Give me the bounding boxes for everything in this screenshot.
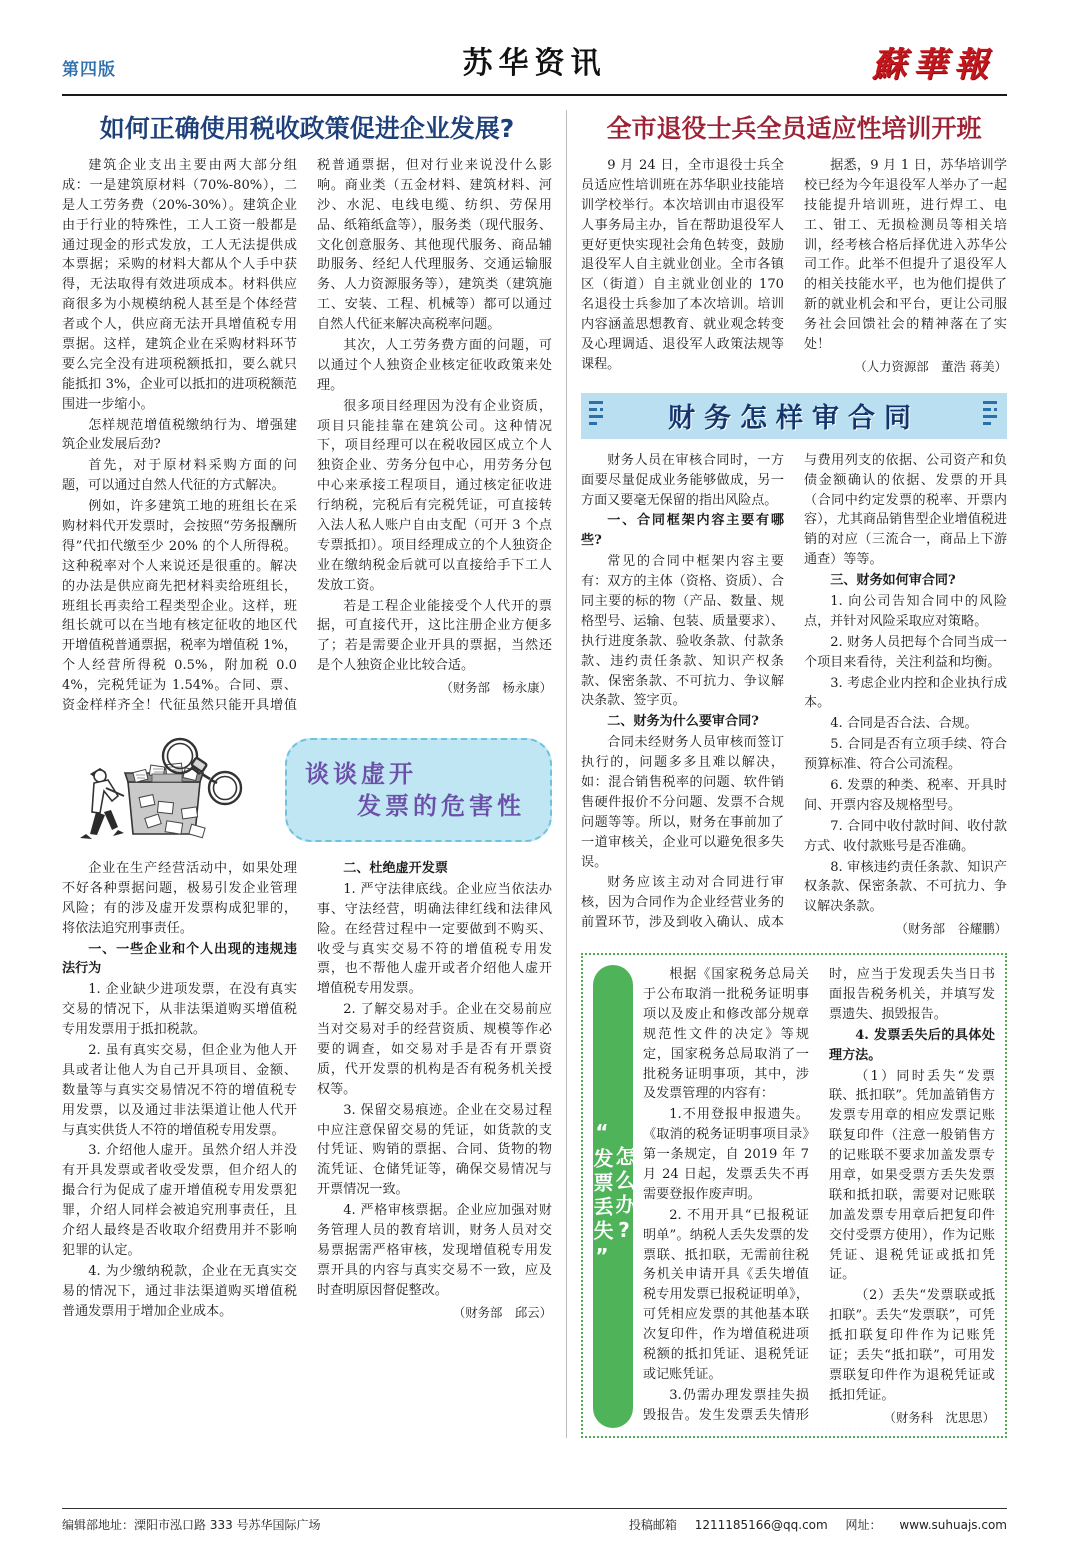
footer-contact	[615, 1516, 1007, 1533]
page-number: 第四版	[62, 60, 116, 80]
paragraph: 若是工程企业能接受个人代开的票据，可直接代开，这比注册企业方便多了；若是需要企业开具的票据，当然还是个人独资企业比较合适。	[317, 598, 552, 674]
paragraph: 5. 合同是否有立项手续、符合预算标准、符合公司流程。	[804, 737, 1007, 773]
paragraph: 常见的合同中框架内容主要有：双方的主体（资格、资质）、合同主要的标的物（产品、数量、规格型号、运输、包装、质量要求）、执行进度条款、验收条款、付款条款、违约责任条款、知识产权条款、保密条款、不可抗力、争议解决条款、签字页。	[581, 554, 784, 709]
banner-decoration-right-icon	[983, 401, 999, 431]
footer-site-label: 网址：	[845, 1518, 882, 1532]
newspaper-logo: 蘇華報	[872, 45, 995, 85]
paragraph: 6. 发票的种类、税率、开具时间、开票内容及规格型号。	[804, 778, 1007, 813]
paragraph: 建筑企业支出主要由两大部分组成：一是建筑原材料（70%-80%），二是人工劳务费（20%-30%）。建筑企业由于行业的特殊性，工人工资一般都是通过现金的形式发放，工人无法提供成本票据；采购的材料大都从个人手中获得，无法取得有效进项成本。材料供应商很多为小规模纳税人甚至是个体经营者或个人，供应商无法开具增值税专用票据。这样，建筑企业在采购材料环节要么完全没有进项税额抵扣，要么就只能抵扣 3%，企业可以抵扣的进项税额范围进一步缩小。	[62, 158, 297, 412]
contract-review-banner	[581, 393, 1007, 439]
section-heading: 三、财务如何审合同?	[830, 573, 956, 589]
paragraph: 1. 严守法律底线。企业应当依法办事、守法经营，明确法律红线和法律风险。在经营过程中一定要做到不购买、收受与真实交易不符的增值税专用发票，也不帮他人虚开或者介绍他人虚开增值税专用发票。	[317, 881, 552, 997]
article-tax-policy-body	[62, 156, 552, 716]
paragraph: 合同未经财务人员审核而签订执行的，问题多多且难以解决，如：混合销售税率的问题、软件销售硬件报价不分问题、发票不合规问题等等。所以，财务在事前加了一道审核关，企业可以避免很多失误。	[581, 735, 784, 870]
left-column	[62, 106, 552, 1438]
paragraph: 3.仍需办理发票挂失损毁报告。发生发票丢失情形时，应当于发现丢失当日书面报告税务机关，并填写发票遗失、损毁报告。	[643, 967, 995, 1423]
article-lost-invoice	[581, 953, 1007, 1437]
paragraph: 财务人员在审核合同时，一方面要尽量促成业务能够做成，另一方面又要毫无保留的指出风险点。	[581, 452, 784, 508]
paragraph: 根据《国家税务总局关于公布取消一批税务证明事项以及废止和修改部分规章规范性文件的决定》等规定，国家税务总局取消了一批税务证明事项，其中，涉及发票管理的内容有：	[643, 967, 809, 1102]
footer-email[interactable]: 1211185166@qq.com	[694, 1518, 828, 1532]
article-contract-review	[581, 393, 1007, 939]
footer-divider	[62, 1508, 1007, 1509]
masthead-divider	[62, 94, 1007, 96]
article-lost-invoice-body	[643, 965, 995, 1427]
banner-decoration-left-icon	[589, 401, 605, 431]
section-heading: 二、杜绝虚开发票	[343, 860, 448, 876]
paragraph: 7. 合同中收付款时间、收付款方式、收付款账号是否准确。	[804, 818, 1007, 854]
article-veterans-body	[581, 156, 1007, 377]
article-byline: （财务科 沈思思）	[883, 1409, 995, 1425]
article-tax-policy	[62, 114, 552, 716]
paragraph: 财务应该主动对合同进行审核，因为合同作为企业经营业务的前置环节，涉及到收入确认、成本与费用列支的依据、公司资产和负债金额确认的依据、发票的开具（合同中约定发票的税率、开票内容），尤其商品销售型企业增值税进销的对应（三流合一，商品上下游通查）等等。	[581, 452, 1007, 931]
paragraph: 1. 企业缺少进项发票，在没有真实交易的情况下，从非法渠道购买增值税专用发票用于抵扣税款。	[62, 982, 297, 1038]
title-line-2: 发票的危害性	[357, 792, 525, 821]
section-title: 苏华资讯	[462, 46, 607, 81]
article-byline: （财务部 邱云）	[452, 1304, 552, 1320]
section-heading: 一、合同框架内容主要有哪些?	[581, 513, 784, 549]
paragraph: 怎样规范增值税缴纳行为、增强建筑企业发展后劲?	[62, 417, 297, 453]
paragraph: 8. 审核违约责任条款、知识产权条款、保密条款、不可抗力、争议解决条款。	[804, 859, 1007, 915]
article-fake-invoice-header	[62, 728, 552, 853]
paragraph: 2. 虽有真实交易，但企业为他人开具或者让他人为自己开具项目、金额、数量等与真实交易情况不符的增值税专用发票，以及通过非法渠道让他人代开与真实供货人不符的增值税专用发票。	[62, 1042, 297, 1138]
masthead	[62, 0, 1007, 92]
paragraph: 3. 介绍他人虚开。虽然介绍人并没有开具发票或者收受发票，但介绍人的撮合行为促成了虚开增值税专用发票犯罪，介绍人同样会被追究刑事责任，且介绍人最终是否收取介绍费用并不影响犯罪的认定。	[62, 1143, 297, 1258]
paragraph: 首先，对于原材料采购方面的问题，可以通过自然人代征的方式解决。	[62, 458, 297, 494]
article-fake-invoice-body	[62, 859, 552, 1323]
article-fake-invoice-title-box	[285, 738, 552, 842]
right-column	[581, 106, 1007, 1438]
paragraph: 其次，人工劳务费方面的问题，可以通过个人独资企业核定征收政策来处理。	[317, 338, 552, 393]
paragraph: 很多项目经理因为没有企业资质，项目只能挂靠在建筑公司。这种情况下，项目经理可以在税收园区成立个人独资企业、劳务分包中心，用劳务分包中心来承接工程项目，通过核定征收进行纳税，完税后有完税凭证，可直接转入法人私人账户自由支配（可开 3 个点专票抵扣）。项目经理成立的个人独资企业在缴纳税金后就可以直接给手下工人发放工资。	[317, 398, 552, 593]
paragraph: 2. 不用开具“已报税证明单”。纳税人丢失发票的发票联、抵扣联，无需前往税务机关申请开具《丢失增值税专用发票已报税证明单》，可凭相应发票的其他基本联次复印件，作为增值税进项税额的抵扣凭证、退税凭证或记账凭证。	[643, 1207, 809, 1382]
section-heading: 4. 发票丢失后的具体处理方法。	[829, 1027, 995, 1063]
column-divider	[566, 110, 567, 1438]
paragraph: 4. 合同是否合法、合规。	[830, 716, 978, 732]
section-heading: 二、财务为什么要审合同?	[607, 714, 759, 730]
paragraph: 例如，许多建筑工地的班组长在采购材料代开发票时，会按照“劳务报酬所得”代扣代缴至少 20% 的个人所得税。这种税率对个人来说还是很重的。解决的办法是供应商先把材料卖给班组长，班组长再卖给工程类型企业。这样，班组长就可以在当地有核定征收的地区代开增值税普通票据，税率为增值税 1%，个人经营所得税 0.5%，附加税 0.04%，完税凭证为 1.54%。合同、票、资金样样齐全！代征虽然只能开具增值税普通票据，但对行业来说没什么影响。商业类（五金材料、建筑材料、河沙、水泥、电线电缆、纺织、劳保用品、纸箱纸盒等），服务类（现代服务、文化创意服务、其他现代服务、商品辅助服务、经纪人代理服务、交通运输服务、人力资源服务等），建筑类（建筑施工、安装、工程、机械等）都可以通过自然人代征来解决高税率问题。	[62, 158, 552, 714]
paragraph: 4. 为少缴纳税款，企业在无真实交易的情况下，通过非法渠道购买增值税普通发票用于增加企业成本。	[62, 1263, 297, 1319]
paragraph: 企业在生产经营活动中，如果处理不好各种票据问题，极易引发企业管理风险；有的涉及虚开发票构成犯罪的，将依法追究刑事责任。	[62, 860, 297, 936]
paragraph: 4. 严格审核票据。企业应加强对财务管理人员的教育培训，财务人员对交易票据需严格审核，发现增值税专用发票开具的内容与真实交易不一致，应及时查明原因督促整改。	[317, 1203, 552, 1298]
footer-address: 编辑部地址：溧阳市泓口路 333 号苏华国际广场	[62, 1518, 321, 1532]
footer-site[interactable]: www.suhuajs.com	[899, 1518, 1007, 1532]
title-line-1: 谈谈虚开	[305, 760, 417, 789]
paragraph: 3. 保留交易痕迹。企业在交易过程中应注意保留交易的凭证，如货款的支付凭证、购销的票据、合同、货物的物流凭证、仓储凭证等，确保交易情况与开票情况一致。	[317, 1102, 552, 1198]
paragraph: 9 月 24 日，全市退役士兵全员适应性培训班在苏华职业技能培训学校举行。本次培训由市退役军人事务局主办，旨在帮助退役军人更好更快实现社会角色转变，鼓励退役军人自主就业创业。全市各镇区（街道）自主就业创业的 170 名退役士兵参加了本次培训。培训内容涵盖思想教育、就业观念转变及心理调适、退役军人政策法规等课程。	[581, 158, 784, 372]
page-footer	[62, 1508, 1007, 1533]
contract-review-banner-title: 财务怎样审合同	[668, 403, 920, 435]
footer-email-label: 投稿邮箱	[628, 1518, 677, 1532]
paragraph: （1）同时丢失“发票联、抵扣联”。凭加盖销售方发票专用章的相应发票记账联复印件（注意一般销售方的记账联不要求加盖发票专用章，如果受票方丢失发票联和抵扣联，需要对记账联加盖发票专用章后把复印件交付受票方使用），作为记账凭证、退税凭证或抵扣凭证。	[829, 1068, 995, 1283]
article-byline: （人力资源部 董浩 蒋美）	[854, 358, 1007, 374]
section-heading: 一、一些企业和个人出现的违规违法行为	[62, 941, 297, 977]
vertical-title-bottom: 怎么办?	[612, 1146, 636, 1247]
article-veterans-headline: 全市退役士兵全员适应性培训开班	[606, 114, 982, 143]
paragraph: 3. 考虑企业内控和企业执行成本。	[804, 675, 1007, 711]
article-contract-review-body	[581, 451, 1007, 939]
article-tax-policy-headline: 如何正确使用税收政策促进企业发展?	[99, 114, 515, 143]
paragraph: 1.不用登报申报遗失。《取消的税务证明事项目录》第一条规定，自 2019 年 7 月 24 日起，发票丢失不再需要登报作废声明。	[643, 1107, 809, 1202]
article-byline: （财务部 杨永康）	[440, 680, 552, 696]
article-byline: （财务部 谷耀鹏）	[895, 921, 1007, 937]
article-veterans	[581, 114, 1007, 377]
paragraph: 2. 财务人员把每个合同当成一个项目来看待，关注利益和均衡。	[804, 634, 1007, 670]
paragraph: 据悉，9 月 1 日，苏华培训学校已经为今年退役军人举办了一起技能提升培训班，进行焊工、电工、钳工、无损检测员等相关培训，经考核合格后择优进入苏华公司工作。此举不但提升了退役军人的相关技能水平，也为他们提供了新的就业机会和平台，更让公司服务社会回馈社会的精神落在了实处！	[804, 158, 1007, 353]
paragraph: （2）丢失“发票联或抵扣联”。丢失“发票联”，可凭抵扣联复印件作为记账凭证；丢失“抵扣联”，可用发票联复印件作为退税凭证或抵扣凭证。	[829, 1288, 995, 1403]
page-grid	[62, 106, 1007, 1438]
paragraph: 2. 了解交易对手。企业在交易前应当对交易对手的经营资质、规模等作必要的调查，如交易对手是否有开票资质，代开发票的机构是否有税务机关授权等。	[317, 1002, 552, 1097]
vertical-title-top: “发票丢失”	[590, 1120, 614, 1273]
lost-invoice-vertical-tab	[590, 965, 636, 1427]
paragraph: 1. 向公司告知合同中的风险点，并针对风险采取应对策略。	[804, 594, 1007, 629]
handcuffs-invoices-illustration	[62, 730, 277, 850]
